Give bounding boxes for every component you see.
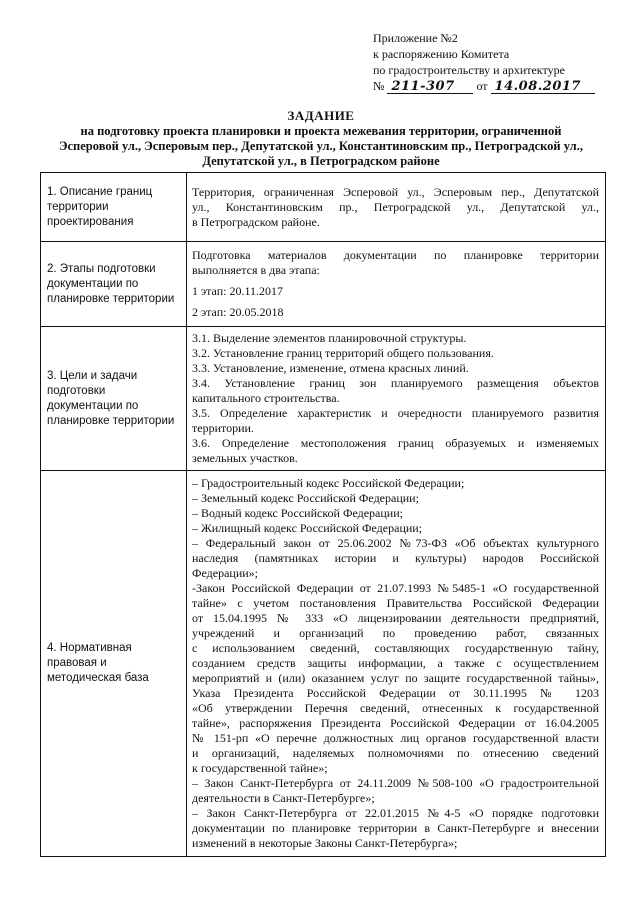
- content-line: Подготовка материалов документации по планировке территории: [192, 248, 599, 262]
- handwritten-date: 14.08.2017: [491, 80, 595, 94]
- title-line: на подготовку проекта планировки и проекта межевания территории, ограниченной: [80, 124, 562, 138]
- content-line: деятельности в Санкт-Петербурге»;: [192, 791, 375, 805]
- row-label: 3. Цели и задачи подготовки документации по планировке территории: [41, 327, 187, 471]
- content-line: к государственной тайне»;: [192, 761, 328, 775]
- table-row: [41, 471, 606, 857]
- content-line: – Федеральный закон от 25.06.2002 №73-ФЗ «Об объектах культурного: [192, 536, 599, 550]
- title-heading: ЗАДАНИЕ: [287, 108, 355, 123]
- content-line: с использованием сведений, составляющих государственную тайну,: [192, 641, 599, 655]
- handwritten-number: 211-307: [387, 80, 473, 94]
- content-line: 3.2. Установление границ территорий общего пользования.: [192, 346, 494, 360]
- row-content: [187, 327, 606, 471]
- content-line: созданием средств защиты информации, а также с осуществлением: [192, 656, 599, 670]
- content-line: № 151-рп «О перечне должностных лиц органов государственной власти: [192, 731, 599, 745]
- document-title: [30, 108, 612, 169]
- content-line: тайне», распоряжения Президента Российской Федерации от 16.04.2005: [192, 716, 599, 730]
- content-line: -Закон Российской Федерации от 21.07.1993 №5485-1 «О государственной: [192, 581, 599, 595]
- content-line: – Градостроительный кодекс Российской Федерации;: [192, 476, 465, 490]
- appendix-number-date: [373, 78, 633, 94]
- row-label: 2. Этапы подготовки документации по планировке территории: [41, 242, 187, 327]
- content-line: – Закон Санкт-Петербурга от 24.11.2009 №508-100 «О градостроительной: [192, 776, 599, 790]
- content-line: – Жилищный кодекс Российской Федерации;: [192, 521, 423, 535]
- content-line: выполняется в два этапа:: [192, 263, 320, 277]
- appendix-line: по градостроительству и архитектуре: [373, 63, 565, 77]
- content-line: изменений в некоторые Законы Санкт-Петербурга»;: [192, 836, 458, 850]
- content-line: Территория, ограниченная Эсперовой ул., Эсперовым пер., Депутатской: [192, 184, 599, 199]
- appendix-line: к распоряжению Комитета: [373, 47, 510, 61]
- appendix-block: [373, 30, 633, 94]
- content-line: Указа Президента Российской Федерации от 30.11.1995 № 1203: [192, 686, 599, 700]
- content-line: учреждений и организаций по проведению работ, связанных: [192, 626, 599, 640]
- title-line: Депутатской ул., в Петроградском районе: [202, 154, 440, 168]
- number-prefix: №: [373, 79, 385, 93]
- content-line: 1 этап: 20.11.2017: [192, 284, 284, 298]
- content-line: в Петроградском районе.: [192, 214, 320, 229]
- content-line: наследия (памятниках истории и культуры) народов Российской: [192, 551, 599, 565]
- content-line: 3.5. Определение характеристик и очередности планируемого развития: [192, 406, 599, 420]
- table-row: [41, 173, 606, 242]
- content-line: – Водный кодекс Российской Федерации;: [192, 506, 403, 520]
- row-content: [187, 471, 606, 857]
- content-line: документации по планировке территории в Санкт-Петербурге и внесении: [192, 821, 599, 835]
- content-line: Федерации»;: [192, 566, 259, 580]
- table-row: [41, 327, 606, 471]
- content-line: от 15.04.1995 № 333 «О лицензировании деятельности предприятий,: [192, 611, 599, 625]
- content-line: – Земельный кодекс Российской Федерации;: [192, 491, 419, 505]
- content-line: ул., Константиновским пр., Петроградской ул., Депутатской ул.,: [192, 199, 599, 214]
- content-line: территории.: [192, 421, 254, 435]
- content-line: – Закон Санкт-Петербурга от 22.01.2015 №4-5 «О порядке подготовки: [192, 806, 599, 820]
- content-line: 3.1. Выделение элементов планировочной структуры.: [192, 331, 467, 345]
- row-label: 4. Нормативная правовая и методическая база: [41, 471, 187, 857]
- content-line: «Об утверждении Перечня сведений, отнесенных к государственной: [192, 701, 599, 715]
- content-line: 3.6. Определение местоположения границ образуемых и изменяемых: [192, 436, 599, 450]
- content-line: 3.3. Установление, изменение, отмена красных линий.: [192, 361, 469, 375]
- table-row: [41, 242, 606, 327]
- task-table: [40, 172, 606, 857]
- appendix-line: Приложение №2: [373, 31, 458, 45]
- row-content: [187, 173, 606, 242]
- content-line: и организаций, наделяемых полномочиями по отнесению сведений: [192, 746, 599, 760]
- row-content: [187, 242, 606, 327]
- content-line: 2 этап: 20.05.2018: [192, 305, 284, 319]
- content-line: капитального строительства.: [192, 391, 340, 405]
- content-line: тайне» с учетом постановления Правительства Российской Федерации: [192, 596, 599, 610]
- content-line: мероприятий и (или) оказанием услуг по защите государственной тайны»,: [192, 671, 599, 685]
- row-label: 1. Описание границ территории проектирования: [41, 173, 187, 242]
- date-prefix: от: [476, 79, 488, 93]
- title-line: Эсперовой ул., Эсперовым пер., Депутатской ул., Константиновским пр., Петроградской ул.,: [59, 139, 583, 153]
- content-line: земельных участков.: [192, 451, 298, 465]
- content-line: 3.4. Установление границ зон планируемого размещения объектов: [192, 376, 599, 390]
